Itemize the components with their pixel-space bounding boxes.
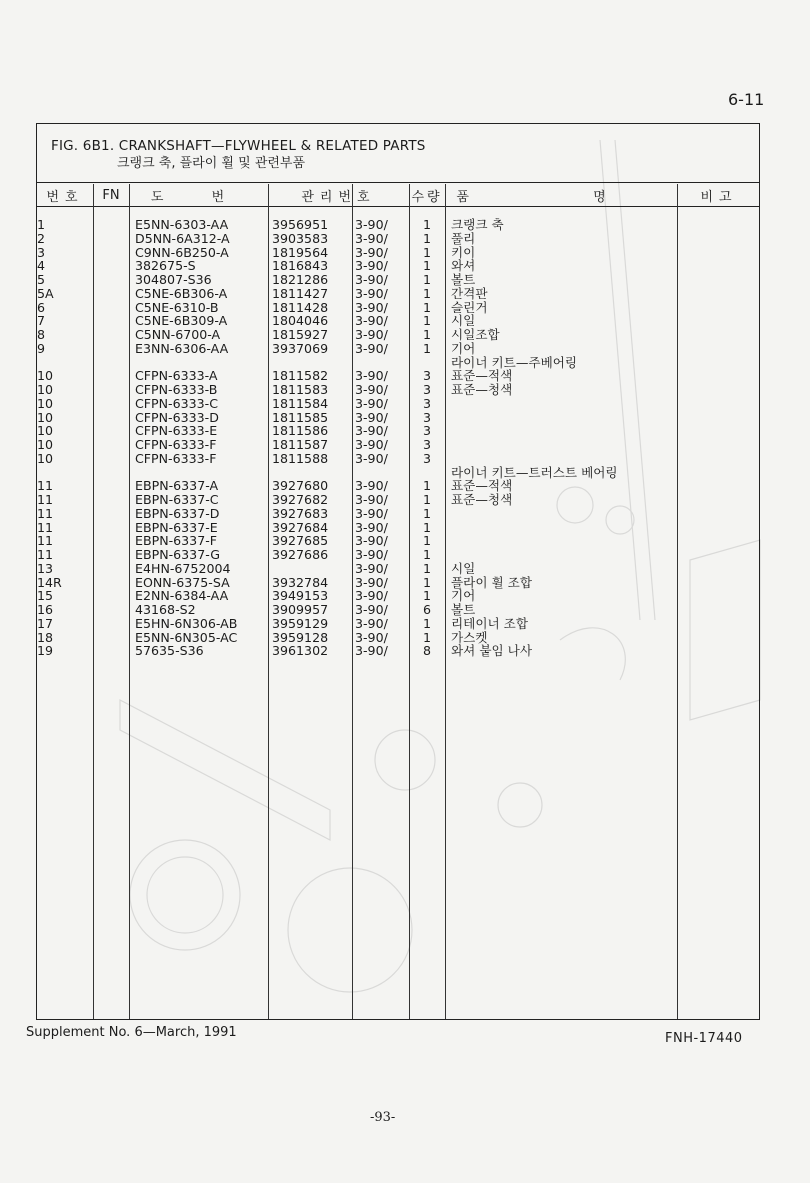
row-version: 3-90/ — [355, 217, 388, 232]
row-no: 11 — [37, 505, 54, 521]
row-no: 8 — [37, 327, 46, 342]
row-qty: 1 — [422, 560, 431, 576]
row-drawing-no: CFPN-6333-F — [135, 437, 217, 452]
row-version: 3-90/ — [355, 588, 388, 604]
figure-title: FIG. 6B1. CRANKSHAFT—FLYWHEEL & RELATED PARTS — [51, 138, 426, 154]
row-part-name: 키이 — [451, 244, 476, 260]
row-version: 3-90/ — [355, 492, 388, 507]
row-part-no: 3927680 — [272, 478, 329, 494]
row-part-name: 와셔 붙임 나사 — [451, 643, 532, 659]
row-part-name — [451, 411, 618, 425]
row-qty — [409, 356, 445, 370]
row-no: 18 — [37, 629, 54, 645]
row-part-name: 가스켓 — [451, 629, 488, 645]
row-qty: 1 — [422, 574, 431, 590]
header-part-name: 품 명 — [456, 189, 666, 205]
row-drawing-no: C5NE-6B309-A — [135, 313, 228, 329]
row-part-name: 시일 — [451, 560, 476, 576]
row-qty: 1 — [422, 492, 431, 507]
row-part-no: 1811427 — [272, 285, 329, 301]
row-qty: 1 — [422, 615, 431, 631]
row-part-name: 간격판 — [451, 285, 488, 301]
row-no: 7 — [37, 313, 46, 329]
row-part-name: 기어 — [451, 588, 476, 604]
row-no: 10 — [37, 423, 54, 439]
row-qty: 1 — [422, 313, 431, 329]
row-part-name — [451, 438, 618, 452]
row-no: 1 — [37, 217, 46, 232]
column-part-name — [451, 218, 618, 658]
row-part-no: 1811582 — [272, 368, 329, 384]
row-no: 11 — [37, 478, 54, 494]
row-part-name — [451, 452, 618, 466]
column-divider — [352, 184, 353, 1019]
row-part-no: 3927684 — [272, 519, 329, 535]
row-part-no: 3927686 — [272, 547, 329, 562]
row-drawing-no: CFPN-6333-E — [135, 423, 218, 439]
row-part-no: 1811585 — [272, 409, 329, 425]
row-part-no — [272, 356, 328, 370]
row-qty: 1 — [422, 505, 431, 521]
row-version: 3-90/ — [355, 437, 388, 452]
row-part-no: 3961302 — [272, 643, 329, 659]
row-version: 3-90/ — [355, 519, 388, 535]
row-drawing-no: E4HN-6752004 — [135, 560, 231, 576]
row-drawing-no: CFPN-6333-C — [135, 395, 218, 411]
row-drawing-no: EBPN-6337-E — [135, 519, 218, 535]
row-drawing-no: CFPN-6333-B — [135, 382, 218, 397]
row-version: 3-90/ — [355, 547, 388, 562]
row-part-no: 1815927 — [272, 327, 329, 342]
row-no: 5A — [37, 285, 54, 301]
row-drawing-no: C5NE-6B306-A — [135, 285, 228, 301]
row-part-name: 볼트 — [451, 272, 476, 287]
row-drawing-no: E2NN-6384-AA — [135, 588, 229, 604]
row-qty: 1 — [422, 547, 431, 562]
column-divider — [129, 184, 130, 1019]
row-version: 3-90/ — [355, 560, 388, 576]
row-part-no: 3903583 — [272, 230, 329, 246]
row-version: 3-90/ — [355, 313, 388, 329]
row-no: 10 — [37, 382, 54, 397]
row-qty: 1 — [422, 244, 431, 260]
row-no: 10 — [37, 450, 54, 466]
row-drawing-no: 57635-S36 — [135, 643, 204, 659]
row-drawing-no: C9NN-6B250-A — [135, 244, 229, 260]
row-part-no: 3949153 — [272, 588, 329, 604]
row-part-no: 1804046 — [272, 313, 329, 329]
row-drawing-no: D5NN-6A312-A — [135, 230, 230, 246]
row-qty: 1 — [422, 327, 431, 342]
row-qty: 1 — [422, 230, 431, 246]
row-part-no: 3937069 — [272, 340, 329, 356]
row-version: 3-90/ — [355, 615, 388, 631]
row-no: 10 — [37, 395, 54, 411]
row-no: 11 — [37, 533, 54, 549]
header-top-rule — [37, 182, 759, 183]
row-drawing-no: E5NN-6N305-AC — [135, 629, 238, 645]
row-version: 3-90/ — [355, 272, 388, 287]
row-no: 2 — [37, 230, 46, 246]
row-part-name: 크랭크 축 — [451, 217, 504, 232]
row-part-no: 3927682 — [272, 492, 329, 507]
row-version: 3-90/ — [355, 533, 388, 549]
row-drawing-no: E5HN-6N306-AB — [135, 615, 238, 631]
document-code: FNH-17440 — [665, 1031, 743, 1046]
row-no: 5 — [37, 272, 46, 287]
header-management-no: 관리번호 — [301, 189, 376, 205]
row-drawing-no: EBPN-6337-G — [135, 547, 220, 562]
header-bottom-rule — [37, 206, 759, 207]
row-drawing-no — [135, 356, 237, 370]
row-part-name: 라이너 키트—주베어링 — [451, 354, 578, 370]
row-no: 14R — [37, 574, 62, 590]
column-divider — [268, 184, 269, 1019]
row-drawing-no: EBPN-6337-D — [135, 505, 220, 521]
row-version: 3-90/ — [355, 450, 388, 466]
row-qty: 1 — [422, 340, 431, 356]
row-part-name: 기어 — [451, 340, 476, 356]
row-drawing-no: EBPN-6337-F — [135, 533, 217, 549]
row-no: 17 — [37, 615, 54, 631]
row-no — [37, 356, 62, 370]
figure-title-korean: 크랭크 축, 플라이 휠 및 관련부품 — [117, 156, 306, 171]
supplement-note: Supplement No. 6—March, 1991 — [26, 1025, 237, 1040]
row-qty — [409, 466, 445, 480]
row-part-no: 3959129 — [272, 615, 329, 631]
row-no: 10 — [37, 437, 54, 452]
parts-table-frame — [36, 123, 760, 1020]
row-part-no: 3959128 — [272, 629, 329, 645]
row-qty: 3 — [422, 423, 431, 439]
row-version: 3-90/ — [355, 299, 388, 315]
row-qty: 3 — [422, 450, 431, 466]
row-part-name: 시일조합 — [451, 327, 500, 342]
row-no: 11 — [37, 519, 54, 535]
row-qty: 1 — [422, 272, 431, 287]
column-no — [37, 218, 62, 658]
row-no: 10 — [37, 368, 54, 384]
header-drawing-no: 도 번 — [150, 189, 247, 205]
row-drawing-no — [135, 466, 237, 480]
header-fn: FN — [102, 187, 120, 203]
row-qty: 8 — [422, 643, 431, 659]
row-qty: 3 — [422, 382, 431, 397]
row-drawing-no: 304807-S36 — [135, 272, 212, 287]
row-qty: 6 — [422, 602, 431, 617]
row-qty: 1 — [422, 519, 431, 535]
row-part-name: 볼트 — [451, 602, 476, 617]
row-version: 3-90/ — [355, 244, 388, 260]
row-version: 3-90/ — [355, 327, 388, 342]
row-part-name: 표준—적색 — [451, 478, 513, 494]
row-version: 3-90/ — [355, 395, 388, 411]
row-part-name: 풀리 — [451, 230, 476, 246]
row-part-no: 3956951 — [272, 217, 329, 232]
row-qty: 3 — [422, 395, 431, 411]
row-version — [355, 356, 388, 370]
row-part-name — [451, 548, 618, 562]
row-no: 10 — [37, 409, 54, 425]
row-part-no — [272, 562, 328, 576]
row-version: 3-90/ — [355, 258, 388, 274]
row-version: 3-90/ — [355, 409, 388, 425]
row-version: 3-90/ — [355, 505, 388, 521]
row-part-name: 리테이너 조합 — [451, 615, 528, 631]
row-part-no: 3909957 — [272, 602, 329, 617]
row-version: 3-90/ — [355, 230, 388, 246]
row-part-name: 와셔 — [451, 258, 476, 274]
row-version: 3-90/ — [355, 368, 388, 384]
row-part-no: 3932784 — [272, 574, 329, 590]
row-part-name — [451, 521, 618, 535]
column-divider — [445, 184, 446, 1019]
row-qty: 1 — [422, 217, 431, 232]
row-part-name — [451, 507, 618, 521]
row-drawing-no: EBPN-6337-C — [135, 492, 219, 507]
row-drawing-no: CFPN-6333-A — [135, 368, 218, 384]
row-drawing-no: 43168-S2 — [135, 602, 196, 617]
row-qty: 1 — [422, 629, 431, 645]
row-qty: 3 — [422, 437, 431, 452]
row-drawing-no: E5NN-6303-AA — [135, 217, 229, 232]
row-part-name: 시일 — [451, 313, 476, 329]
header-remarks: 비고 — [700, 189, 738, 205]
column-version — [355, 218, 388, 658]
row-drawing-no: CFPN-6333-D — [135, 409, 219, 425]
row-drawing-no: C5NE-6310-B — [135, 299, 219, 315]
row-part-no: 1821286 — [272, 272, 329, 287]
row-no — [37, 466, 62, 480]
row-version: 3-90/ — [355, 285, 388, 301]
row-qty: 1 — [422, 285, 431, 301]
row-drawing-no: EONN-6375-SA — [135, 574, 230, 590]
row-qty: 1 — [422, 478, 431, 494]
row-no: 16 — [37, 602, 54, 617]
row-part-no: 1811586 — [272, 423, 329, 439]
row-qty: 1 — [422, 258, 431, 274]
row-no: 11 — [37, 492, 54, 507]
row-part-no: 1811588 — [272, 450, 329, 466]
row-drawing-no: EBPN-6337-A — [135, 478, 219, 494]
row-no: 4 — [37, 258, 46, 274]
row-no: 11 — [37, 547, 54, 562]
row-version: 3-90/ — [355, 602, 388, 617]
row-qty: 1 — [422, 533, 431, 549]
row-qty: 3 — [422, 409, 431, 425]
row-version — [355, 466, 388, 480]
row-version: 3-90/ — [355, 423, 388, 439]
row-no: 15 — [37, 588, 54, 604]
row-part-no: 1811428 — [272, 299, 329, 315]
row-drawing-no: 382675-S — [135, 258, 196, 274]
row-part-name: 라이너 키트—트러스트 베어링 — [451, 464, 618, 480]
row-qty: 1 — [422, 588, 431, 604]
row-no: 9 — [37, 340, 46, 356]
row-part-no: 1811584 — [272, 395, 329, 411]
row-part-no: 1811583 — [272, 382, 329, 397]
row-part-no: 1811587 — [272, 437, 329, 452]
bottom-page-number: -93- — [370, 1110, 396, 1125]
row-part-no: 3927683 — [272, 505, 329, 521]
row-no: 6 — [37, 299, 46, 315]
row-no: 13 — [37, 560, 54, 576]
row-part-no: 3927685 — [272, 533, 329, 549]
row-part-name: 슬린거 — [451, 299, 488, 315]
row-version: 3-90/ — [355, 382, 388, 397]
row-version: 3-90/ — [355, 340, 388, 356]
row-part-no: 1816843 — [272, 258, 329, 274]
row-version: 3-90/ — [355, 629, 388, 645]
row-no: 19 — [37, 643, 54, 659]
row-no: 3 — [37, 244, 46, 260]
column-qty — [409, 218, 445, 658]
row-part-name: 표준—적색 — [451, 368, 513, 384]
column-part-no — [272, 218, 328, 658]
row-part-name: 플라이 휠 조합 — [451, 574, 532, 590]
row-part-name — [451, 534, 618, 548]
row-version: 3-90/ — [355, 643, 388, 659]
row-part-no — [272, 466, 328, 480]
column-drawing-no — [135, 218, 237, 658]
row-qty: 1 — [422, 299, 431, 315]
row-drawing-no: C5NN-6700-A — [135, 327, 221, 342]
row-drawing-no: CFPN-6333-F — [135, 450, 217, 466]
row-part-name — [451, 397, 618, 411]
row-version: 3-90/ — [355, 574, 388, 590]
row-version: 3-90/ — [355, 478, 388, 494]
row-part-name: 표준—청색 — [451, 492, 513, 507]
header-qty: 수량 — [411, 189, 443, 205]
row-drawing-no: E3NN-6306-AA — [135, 340, 229, 356]
header-no: 번호 — [46, 189, 84, 205]
row-qty: 3 — [422, 368, 431, 384]
row-part-name: 표준—청색 — [451, 382, 513, 397]
page-number: 6-11 — [728, 90, 765, 109]
column-divider — [93, 184, 94, 1019]
row-part-no: 1819564 — [272, 244, 329, 260]
column-divider — [677, 184, 678, 1019]
row-part-name — [451, 424, 618, 438]
